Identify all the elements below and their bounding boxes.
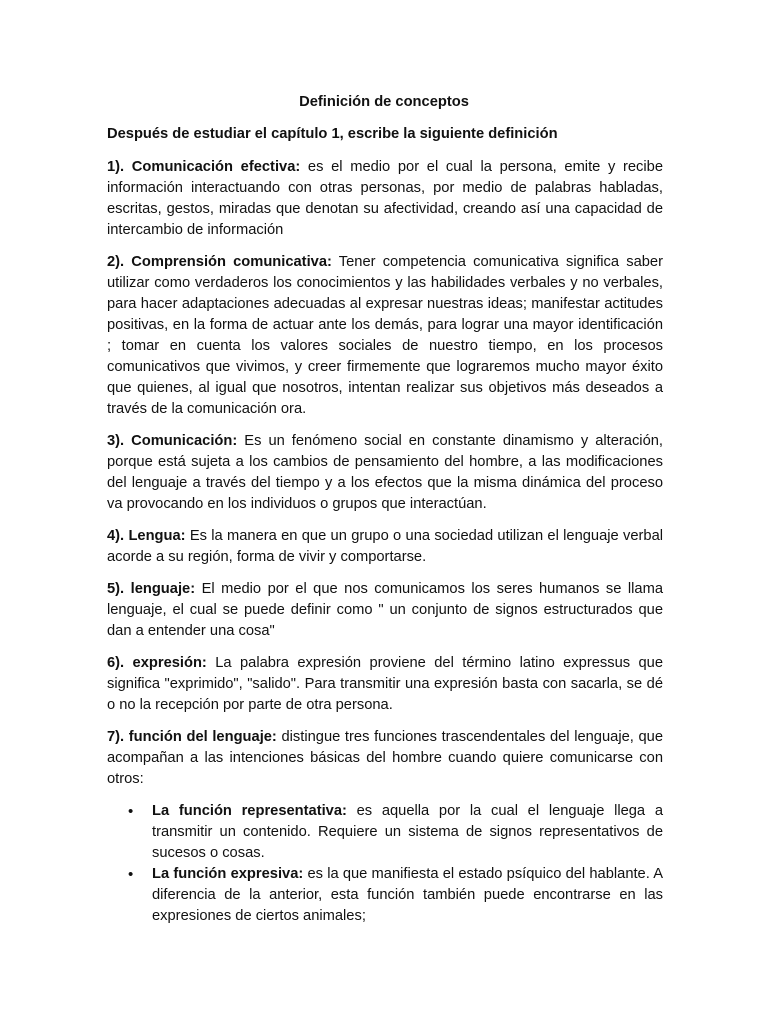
definition-term: 2). Comprensión comunicativa: — [107, 254, 332, 270]
definition-term: 3). Comunicación: — [107, 433, 238, 449]
definition-term: 7). función del lenguaje: — [107, 729, 277, 745]
definition-paragraph — [107, 157, 663, 241]
function-term: La función expresiva: — [152, 866, 304, 882]
function-text: es aquella por la cual el lenguaje llega a transmitir un contenido. Requiere un sistema de signos representativos de sucesos o cosas. — [152, 803, 663, 861]
list-item — [128, 801, 663, 864]
definition-text: Es la manera en que un grupo o una sociedad utilizan el lenguaje verbal acorde a su región, forma de vivir y comportarse. — [107, 528, 663, 565]
definition-term: 5). lenguaje: — [107, 581, 196, 597]
list-item — [128, 864, 664, 927]
definition-text: Tener competencia comunicativa significa saber utilizar como verdaderos los conocimientos y las habilidades verbales y no verbales, para hacer adaptaciones adecuadas al expresar nuestras ideas; manifestar actitudes positivas, en la forma de actuar ante los demás, para lograr una mayor identificación ; tomar en cuenta los valores sociales de nuestro tiempo, en los procesos comunicativos que vivimos, y creer firmemente que lograremos mucho mayor éxito que quienes, al igual que nosotros, intentan realizar sus objetivos más deseados a través de la comunicación ora. — [107, 254, 663, 417]
definition-paragraph — [107, 579, 663, 642]
definition-term: 6). expresión: — [107, 655, 207, 671]
definition-paragraph — [107, 653, 663, 716]
functions-list — [107, 801, 663, 927]
function-term: La función representativa: — [152, 803, 347, 819]
function-text: es la que manifiesta el estado psíquico del hablante. A diferencia de la anterior, esta función también puede encontrarse en las expresiones de ciertos animales; — [152, 866, 664, 924]
definition-text: es el medio por el cual la persona, emite y recibe información interactuando con otras personas, por medio de palabras habladas, escritas, gestos, miradas que denotan su afectividad, creando así una capacidad de intercambio de información — [107, 159, 663, 238]
definition-text: La palabra expresión proviene del término latino expressus que significa "exprimido", "salido". Para transmitir una expresión basta con sacarla, se dé o no la recepción por parte de otra persona. — [107, 655, 663, 713]
intro-heading: Después de estudiar el capítulo 1, escribe la siguiente definición — [107, 126, 558, 142]
definition-text: Es un fenómeno social en constante dinamismo y alteración, porque está sujeta a los cambios de pensamiento del hombre, a las modificaciones del lenguaje a través del tiempo y a los efectos que la misma dinámica del proceso va provocando en los individuos o grupos que interactúan. — [107, 433, 663, 512]
definitions-body — [107, 157, 663, 927]
definition-paragraph — [107, 526, 663, 568]
bullet-icon: • — [128, 803, 134, 820]
definition-paragraph — [107, 252, 663, 420]
definition-text: distingue tres funciones trascendentales del lenguaje, que acompañan a las intenciones básicas del hombre cuando quiere comunicarse con otros: — [107, 729, 663, 787]
page-title: Definición de conceptos — [299, 94, 469, 110]
definition-text: El medio por el que nos comunicamos los seres humanos se llama lenguaje, el cual se puede definir como " un conjunto de signos estructurados que dan a entender una cosa" — [107, 581, 663, 639]
definition-term: 4). Lengua: — [107, 528, 186, 544]
definition-term: 1). Comunicación efectiva: — [107, 159, 301, 175]
bullet-icon: • — [128, 866, 134, 883]
definition-paragraph — [107, 727, 663, 790]
definition-paragraph — [107, 431, 663, 515]
